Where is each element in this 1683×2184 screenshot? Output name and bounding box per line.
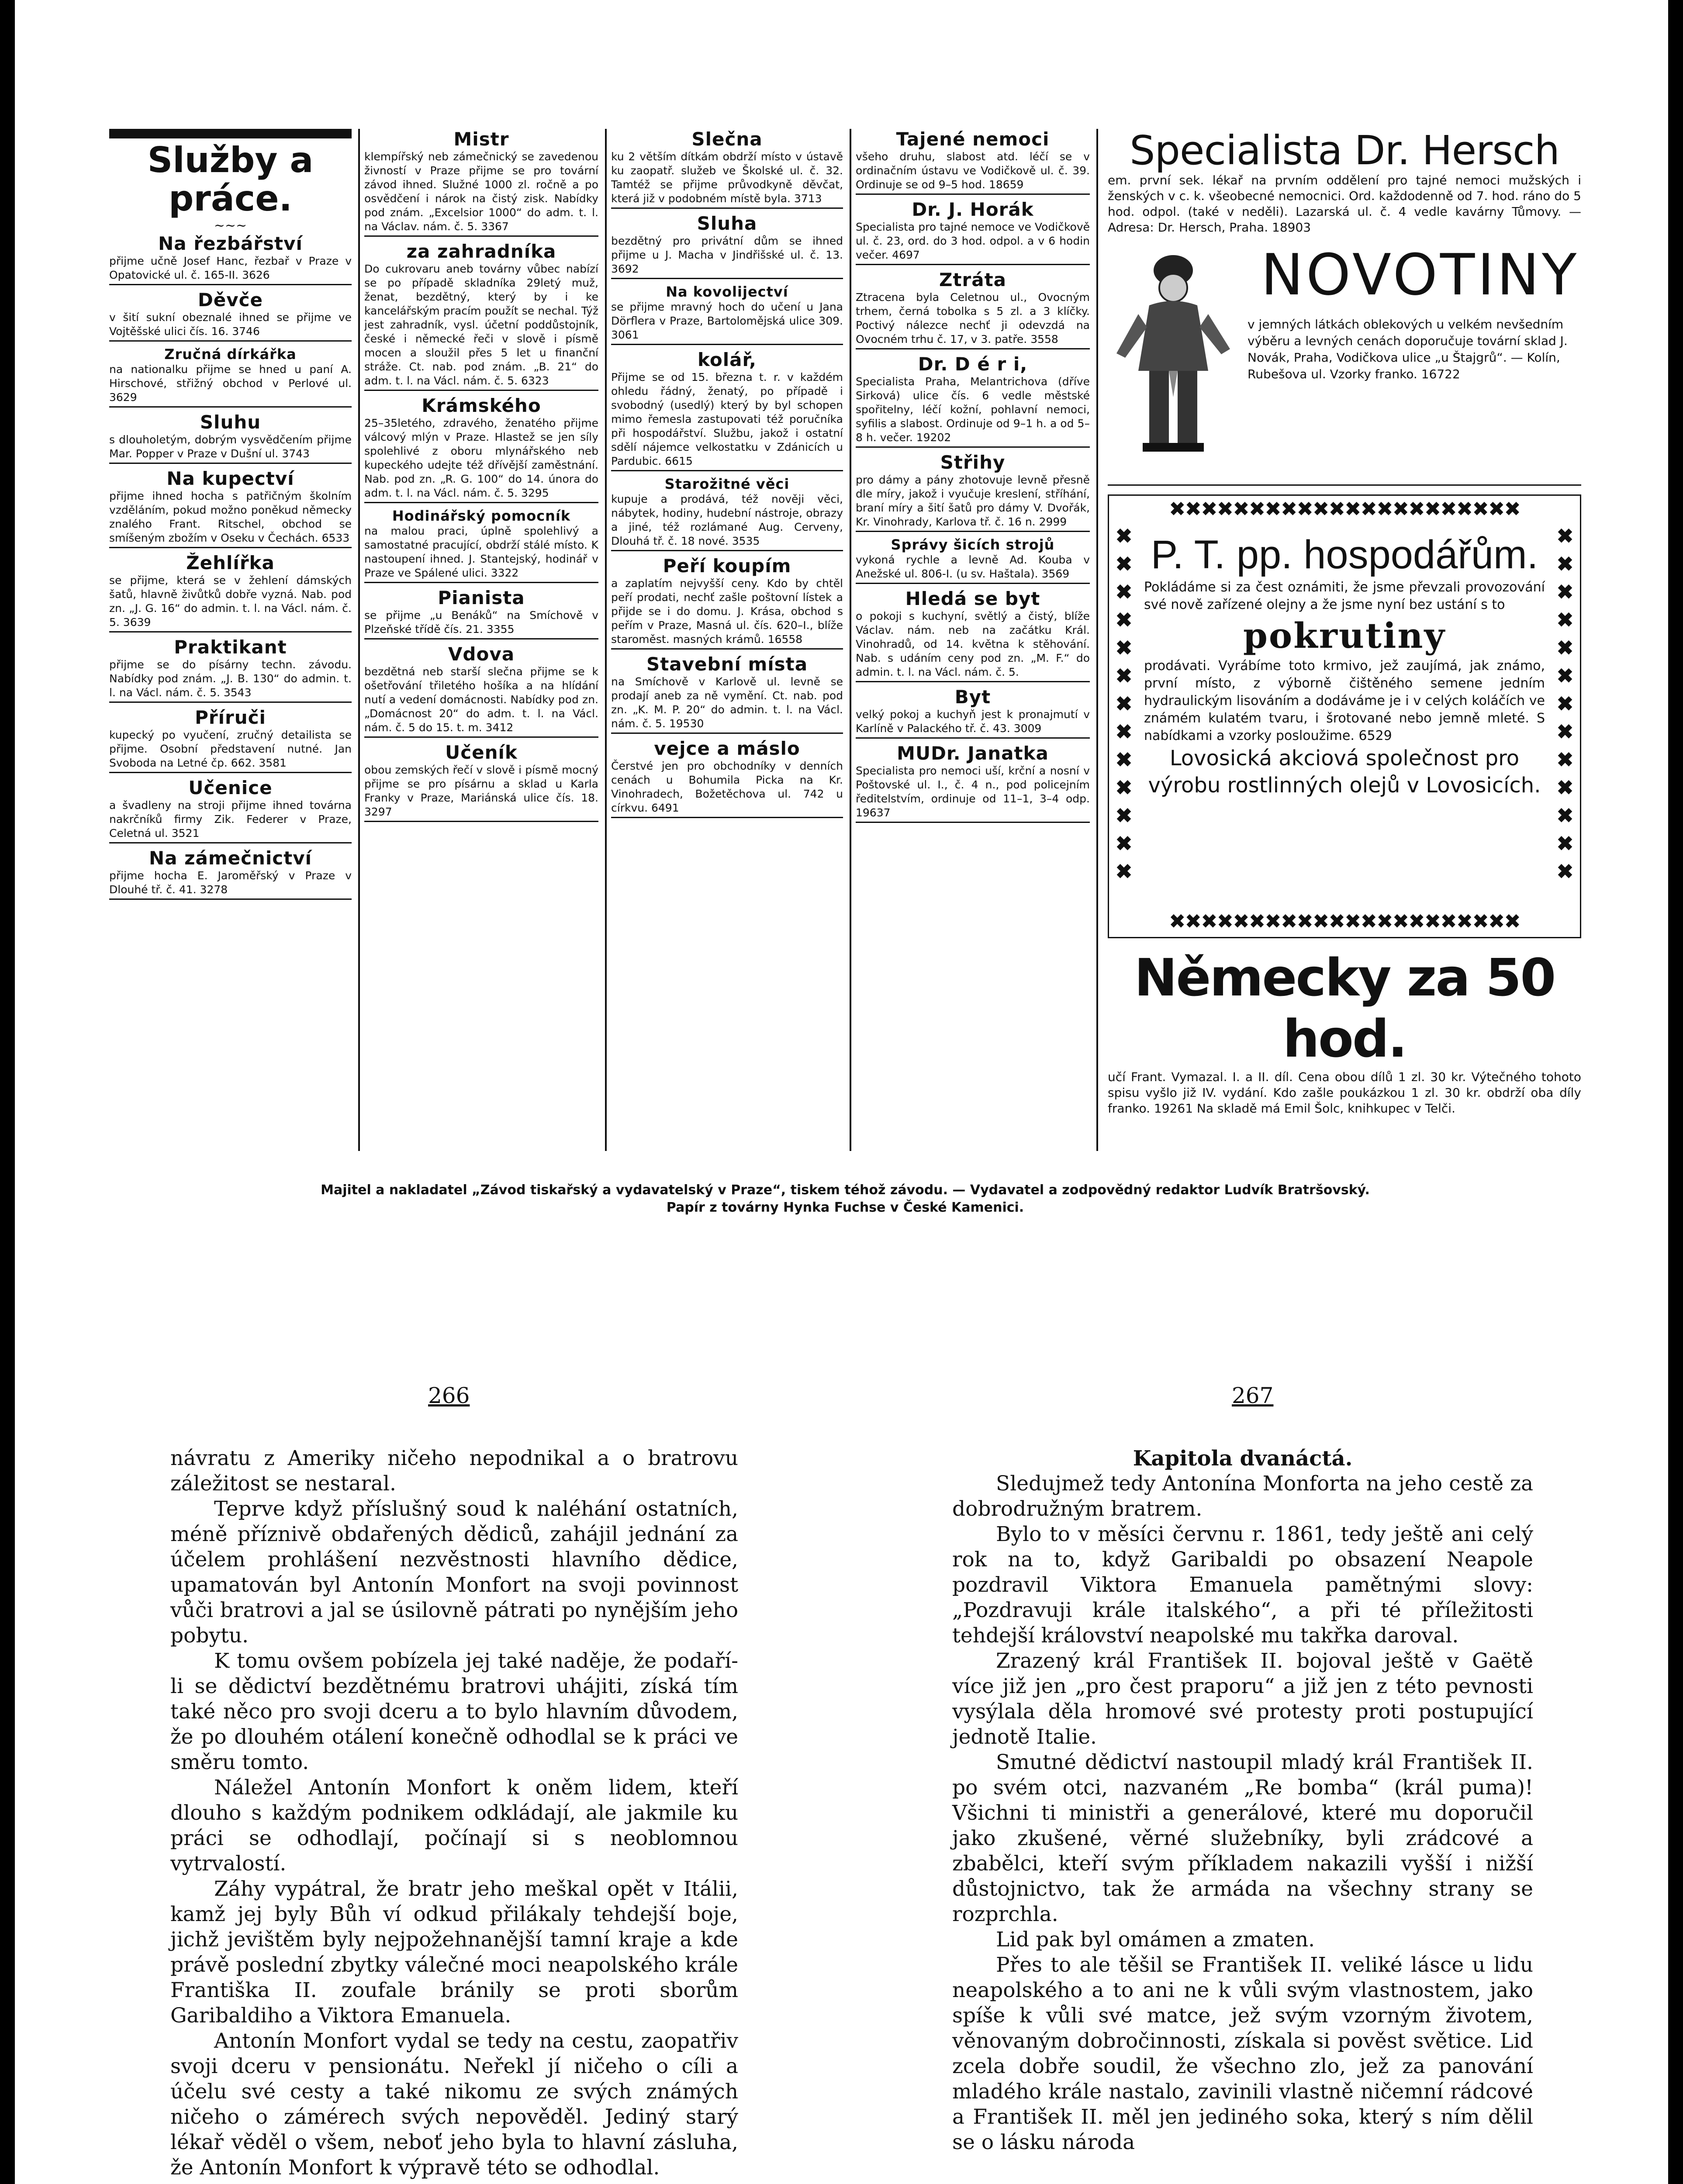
ad-heading: Pianista: [438, 587, 525, 608]
ad-heading: Peří koupím: [663, 556, 791, 577]
ad-heading: Na zámečnictví: [149, 848, 312, 869]
ad-text: o pokoji s kuchyní, světlý a čistý, blíže Václav. nám. neb na začátku Král. Vinohradů, od 14. května k stěhování. Nab. s udáním ceny pod zn. „M. F.“ do admin. t. l. na Václ. nám. č. 5.: [856, 610, 1090, 678]
ad-text: a švadleny na stroji přijme ihned továrna nakrčníků firmy Zik. Federer v Praze, Celetná ul. 3521: [109, 799, 352, 840]
ad-item: [109, 233, 352, 285]
ad-text: se přijme „u Benáků“ na Smíchově v Plzeňské třídě čís. 21. 3355: [364, 609, 598, 636]
ad-item: [364, 587, 598, 639]
ad-item: [611, 283, 843, 345]
ad-text: v šití sukní obeznalé ihned se přijme ve Vojtěšské ulici čís. 16. 3746: [109, 311, 352, 338]
ad-text: klempířský neb zámečnický se zavedenou živností v Praze přijme se pro tovární závod ihned. Služné 1000 zl. ročně a po osvědčení i nárok na čistý zisk. Nabídky pod znám. „Excelsior 1000“ do adm. t. l. na Václav. nám. č. 5. 3367: [364, 150, 598, 233]
ad-text: všeho druhu, slabost atd. léčí se v ordinačním ústavu ve Vodičkově ul. č. 39. Ordinuje se od 9–5 hod. 18659: [856, 150, 1090, 191]
ad-heading: Krámského: [422, 395, 541, 416]
ad-heading: Hodinářský pomocník: [392, 508, 571, 524]
ad-item: [364, 129, 598, 237]
ornament: ~~~: [214, 218, 247, 233]
ad-heading: Sluhu: [200, 412, 261, 433]
lovosice-ad-content: [1144, 531, 1545, 902]
specialist-title: Specialista Dr. Hersch: [1130, 129, 1559, 174]
lovosice-heading: P. T. pp. hospodářům.: [1151, 532, 1538, 577]
ad-text: přijme ihned hocha s patřičným školním vzděláním, pokud možno poněkud německy znalého Frant. Ritschel, obchod se smíšeným zbožím v Oseku v Čechách. 6533: [109, 490, 352, 544]
ad-heading: Tajené nemoci: [896, 129, 1050, 150]
ad-heading: vejce a máslo: [654, 738, 800, 759]
ad-text: kupuje a prodává, též nověji věci, nábytek, hodiny, hudební nástroje, obrazy a jiné, též rozlámané Aug. Cerveny, Dlouhá tř. č. 18 nové. 3535: [611, 493, 843, 547]
ad-text: Ztracena byla Celetnou ul., Ovocným trhem, černá tobolka s 5 zl. a 3 klíčky. Poctivý nálezce nechť ji odevzdá na Ovocném trhu č. 17, v 3. patře. 3558: [856, 291, 1090, 346]
ad-text: na nationalku přijme se hned u paní A. Hirschové, střižný obchod v Perlové ul. 3629: [109, 363, 352, 404]
ad-item: [109, 290, 352, 342]
ad-text: na malou praci, úplně spolehlivý a samostatné pracující, obdrží stálé místo. K nastoupení ihned. J. Stantejský, hodinář v Praze ve Spálené ulici. 3322: [364, 525, 598, 579]
paragraph: Smutné dědictví nastoupil mladý král František II. po svém otci, nazvaném „Re bomba“ (král puma)! Všichni ti ministři a generálové, které mu doporučil jako zkušené, věrné služebníky, byli zrádcové a zbabělci, kteří svým příkladem nakazili vyšší i nižší důstojnictvo, tak že armáda na všechny strany se rozprchla.: [952, 1750, 1533, 1926]
ad-item: [364, 508, 598, 583]
ad-heading: Byt: [954, 687, 991, 708]
ad-text: vykoná rychle a levně Ad. Kouba v Anežské ul. 806-I. (u sv. Haštala). 3569: [856, 553, 1090, 580]
ad-item: [856, 743, 1090, 823]
novotiny-title: NOVOTINY: [1261, 242, 1579, 308]
ad-text: na Smíchově v Karlově ul. levně se prodají aneb za ně vymění. Ct. nab. pod zn. „K. M. P. 20“ do admin. t. l. na Václ. nám. č. 5. 19530: [611, 675, 843, 730]
ornament-border-bottom: ✖✖✖✖✖✖✖✖✖✖✖✖✖✖✖✖✖✖✖✖✖✖: [1169, 909, 1520, 933]
ad-heading: Učenice: [188, 778, 273, 798]
ad-heading: Praktikant: [174, 637, 287, 658]
ad-item: [109, 707, 352, 773]
ad-item: [856, 199, 1090, 265]
ad-text: bezdětný pro privátní dům se ihned přijme u J. Macha v Jindřišské ul. č. 13. 3692: [611, 235, 843, 275]
pokrutiny-text: prodávati. Vyrábíme toto krmivo, jež zaujímá, jak známo, první místo, z výborně čištěného semene jedním hydraulickým lisováním a dodáváme je i v celých koláčích ve známém kulatém tvaru, i šrotované nebo jemně mleté. S nabídkami a vzorky posloužime. 6529: [1144, 658, 1545, 743]
paragraph: Sledujmež tedy Antonína Monforta na jeho cestě za dobrodružným bratrem.: [952, 1472, 1533, 1521]
ad-heading: kolář,: [698, 349, 757, 370]
ad-heading: Děvče: [197, 290, 263, 311]
ad-item: [109, 637, 352, 703]
ad-text: kupecký po vyučení, zručný detailista se přijme. Osobní představení nutné. Jan Svoboda na Letné čp. 662. 3581: [109, 729, 352, 769]
ad-text: 25–35letého, zdravého, ženatého přijme válcový mlýn v Praze. Hlastež se jen síly spolehlivé z oboru mlynářského neb kupeckého udejte též dřívější zaměstnání. Nab. pod zn. „R. G. 100“ do 14. února do adm. t. l. na Václ. nám. č. 5. 3295: [364, 417, 598, 499]
paragraph: Náležel Antonín Monfort k oněm lidem, kteří dlouho s každým podnikem odkládají, ale jakmile ku práci se odhodlají, počínají si s neoblomnou vytrvalostí.: [170, 1776, 738, 1876]
ad-item: [109, 553, 352, 632]
novotiny-text: v jemných látkách oblekových u velkém nevšedním výběru a levných cenách doporučuje tovární sklad J. Novák, Praha, Vodičkova ulice „u Štajgrů“. — Kolín, Rubešova ul. Vzorky franko. 16722: [1248, 317, 1568, 381]
paragraph: Lid pak byl omámen a zmaten.: [996, 1928, 1315, 1952]
chapter-title: Kapitola dvanáctá.: [1133, 1446, 1353, 1471]
paragraph: Teprve když příslušný soud k naléhání ostatních, méně příznivě obdařených dědiců, zahájil jednání za účelem prohlášení nezvěstnosti hlavního dědice, upamatován byl Antonín Monfort na svoji povinnost vůči bratrovi a jal se úsilovně pátrati po nynějším jeho pobytu.: [170, 1497, 738, 1648]
ad-text: Do cukrovaru aneb továrny vůbec nabízí se po případě skladníka 29letý muž, ženat, bezdětný, který by i ke kancelářským pracím použít se nechal. Týž jest zahradník, vysl. účetní poddůstojník, české i německé řeči v slově i písmě mocen a sloužil přes 5 let u finanční stráže. Ct. nab. pod znám. „B. 21“ do adm. t. l. na Václ. nám. č. 5. 6323: [364, 263, 598, 387]
man-figure-illustration: [1108, 240, 1239, 458]
ad-item: [109, 778, 352, 843]
ad-text: bezdětná neb starší slečna přijme se k ošetřování třiletého hošíka a na hlídání nutí a vedení domácnosti. Nabídky pod zn. „Domácnost 20“ do adm. t. l. na Václ. nám. č. 5 do 15. t. m. 3412: [364, 665, 598, 734]
ad-item: [856, 129, 1090, 195]
ad-item: [611, 349, 843, 471]
ad-item: [611, 476, 843, 551]
ad-text: Specialista Praha, Melantrichova (dříve Sirková) ulice čís. 6 vedle městské spořitelny, léčí kožní, pohlavní nemoci, syfilis a slabost. Ordinuje od 9–1 h. a od 5–8 h. večer. 19202: [856, 375, 1090, 444]
ad-item: [364, 644, 598, 738]
ad-heading: za zahradníka: [406, 241, 556, 262]
ad-item: [611, 129, 843, 209]
ad-item: [856, 270, 1090, 349]
ad-text: přijme se do písárny techn. závodu. Nabídky pod znám. „J. B. 130“ do admin. t. l. na Václ. nám. č. 5. 3543: [109, 658, 352, 699]
section-title: Služby a práce.: [109, 129, 352, 218]
ad-text: Přijme se od 15. března t. r. v každém ohledu řádný, ženatý, po případě i svobodný (usedlý) který by byl schopen mimo řemesla zastupovati též poručníka při hospodářství. Službu, jakož i ostatní sdělí nájemce velkostatku v Zdánicích u Pardubic. 6615: [611, 371, 843, 467]
ad-heading: Střihy: [940, 452, 1006, 473]
ad-text: a zaplatím nejvyšší ceny. Kdo by chtěl peří prodati, nechť zašle poštovní lístek a přijde se i do domu. J. Krása, obchod s peřím v Praze, Masná ul. čís. 620–I., blíže staroměst. masných krámů. 16558: [611, 577, 843, 646]
paragraph: Antonín Monfort vydal se tedy na cestu, zaopatřiv svoji dceru v pensionátu. Neřekl jí ničeho o cíli a účelu své cesty a také nikomu ze svých známých ničeho o zámérech svých nepověděl. Jediný starý lékař věděl o všem, neboť jeho byla to hlavní zásluha, že Antonín Monfort k výpravě této se odhodlal.: [170, 2029, 738, 2180]
ad-heading: Starožitné věci: [664, 476, 790, 492]
ad-heading: Na řezbářství: [158, 233, 303, 254]
ad-heading: Zručná dírkářka: [164, 346, 297, 363]
ad-heading: MUDr. Janatka: [897, 743, 1049, 764]
paragraph: K tomu ovšem pobízela jej také naděje, že podaří-li se dědictví bezdětnému bratrovi uhájiti, získá tím také něco pro svoji dceru a to bylo hlavním důvodem, že po dlouhém otálení konečně odhodlal se k práci ve směru tomto.: [170, 1649, 738, 1774]
ad-heading: Sluha: [697, 213, 757, 234]
ad-heading: Na kupectví: [166, 468, 294, 489]
ads-column-2: [358, 129, 603, 1151]
ad-heading: Dr. J. Horák: [912, 199, 1034, 220]
ad-heading: Ztráta: [939, 270, 1006, 290]
page-number-right: 267: [1232, 1383, 1274, 1408]
ad-text: velký pokoj a kuchyň jest k pronajmutí v Karlíně v Palackého tř. č. 43. 3009: [856, 708, 1090, 735]
paragraph: Zrazený král František II. bojoval ještě v Gaëtě více již jen „pro čest praporu“ a již jen z této pevnosti vysýlala děla hromové své protesty proti postupující jednotě Italie.: [952, 1649, 1533, 1749]
lovosice-ad-box: [1108, 494, 1581, 938]
ads-column-5: [1096, 129, 1586, 1151]
ad-heading: Dr. D é r i,: [918, 354, 1028, 375]
ad-heading: Hledá se byt: [905, 588, 1040, 609]
ad-item: [109, 412, 352, 464]
nemecky-title: Německy za 50 hod.: [1134, 947, 1555, 1069]
ad-item: [109, 468, 352, 548]
ad-item: [109, 848, 352, 900]
ad-item: [611, 556, 843, 650]
imprint: [114, 1182, 1577, 1216]
right-page-text: [952, 1446, 1533, 2155]
ad-heading: Na kovolijectví: [666, 283, 788, 300]
novotiny-ad: [1108, 240, 1581, 486]
ad-heading: Učeník: [445, 742, 518, 763]
ad-heading: Mistr: [453, 129, 509, 150]
ad-heading: Příruči: [195, 707, 266, 728]
ad-heading: Správy šicích strojů: [891, 536, 1055, 553]
ad-item: [856, 354, 1090, 448]
ad-text: přijme hocha E. Jaroměřský v Praze v Dlouhé tř. č. 41. 3278: [109, 869, 352, 896]
ad-item: [856, 687, 1090, 739]
ad-text: obou zemských řečí v slově i písmě mocný přijme se pro písárnu a sklad u Karla Franky v Praze, Mariánská ulice čís. 18. 3297: [364, 764, 598, 818]
ad-item: [364, 241, 598, 391]
nemecky-text: učí Frant. Vymazal. I. a II. díl. Cena obou dílů 1 zl. 30 kr. Výtečného tohoto spisu vyšlo již IV. vydání. Kdo zašle poukázkou 1 zl. 30 kr. obdrží oba díly franko. 19261 Na skladě má Emil Šolc, knihkupec v Telči.: [1108, 1070, 1581, 1116]
ad-item: [109, 346, 352, 408]
ornament-border-top: ✖✖✖✖✖✖✖✖✖✖✖✖✖✖✖✖✖✖✖✖✖✖: [1169, 497, 1520, 521]
ad-item: [364, 395, 598, 503]
ad-text: přijme učně Josef Hanc, řezbař v Praze v Opatovické ul. č. 165-II. 3626: [109, 255, 352, 281]
ad-heading: Stavební místa: [646, 654, 808, 675]
paragraph: Záhy vypátral, že bratr jeho meškal opět v Itálii, kamž jej byly Bůh ví odkud přilákaly tehdejší boje, jichž jevištěm byly nejpožehnanější tamní kraje a kde právě poslední zbytky válečné moci neapolského krále Františka II. zoufale bránily se proti sborům Garibaldiho a Viktora Emanuela.: [170, 1877, 738, 2028]
ad-item: [856, 536, 1090, 584]
pokrutiny-title: pokrutiny: [1243, 615, 1446, 656]
ads-column-1: [105, 129, 356, 1151]
ad-text: se přijme, která se v žehlení dámských šatů, hlavně živůtků dobře vyzná. Nab. pod zn. „J. G. 16“ do admin. t. l. na Václ. nám. č. 5. 3639: [109, 574, 352, 629]
imprint-line-1: Majitel a nakladatel „Závod tiskařský a vydavatelský v Praze“, tiskem téhož závodu. — Vydavatel a zodpovědný redaktor Ludvík Bratršovský.: [321, 1182, 1370, 1198]
ads-column-4: [850, 129, 1094, 1151]
paragraph: Přes to ale těšil se František II. veliké lásce u lidu neapolského a to ani ne k vůli svým vlastnostem, jako spíše k vůli své matce, jež svým vzorným životem, věnovaným dobročinnosti, získala si pověst světice. Lid zcela dobře soudil, že všechno zlo, jež za panování mladého krále nastalo, zavinili vlastně ničemní rádcové a František II. měl jen jediného soka, který s ním dělil se o lásku národa: [952, 1953, 1533, 2154]
lovosice-intro: Pokládáme si za čest oznámiti, že jsme převzali provozování své nově zařízené olejny a že jsme nyní bez ustání s to: [1144, 580, 1545, 612]
ad-text: Specialista pro nemoci uší, krční a nosní v Poštovské ul. I., č. 4 n., pod policejním ředitelstvím, ordinuje od 11–1, 3–4 odp. 19637: [856, 764, 1090, 819]
ads-column-3: [605, 129, 847, 1151]
ad-text: se přijme mravný hoch do učení u Jana Dörflera v Praze, Bartolomějská ulice 309. 3061: [611, 301, 843, 341]
ad-text: s dlouholetým, dobrým vysvědčením přijme Mar. Popper v Praze v Dušní ul. 3743: [109, 433, 352, 460]
imprint-line-2: Papír z továrny Hynka Fuchse v České Kamenici.: [666, 1200, 1024, 1215]
page-number-left: 266: [428, 1383, 470, 1408]
ad-heading: Slečna: [691, 129, 763, 150]
ornament-border-left: ✖ ✖ ✖ ✖ ✖ ✖ ✖ ✖ ✖ ✖ ✖ ✖ ✖: [1115, 524, 1133, 883]
paragraph: Bylo to v měsíci červnu r. 1861, tedy ještě ani celý rok na to, když Garibaldi po obsazení Neapole pozdravil Viktora Emanuela pamětnými slovy: „Pozdravuji krále italského“, a při té příležitosti tehdejší království neapolské mu takřka daroval.: [952, 1522, 1533, 1648]
advertisement-section: [105, 129, 1586, 1151]
ad-item: [611, 738, 843, 818]
ad-item: [856, 588, 1090, 682]
ad-text: Specialista pro tajné nemoce ve Vodičkově ul. č. 23, ord. do 3 hod. odpol. a v 6 hodin večer. 4697: [856, 221, 1090, 261]
ad-item: [364, 742, 598, 822]
ad-item: [856, 452, 1090, 532]
ad-item: [611, 654, 843, 734]
ad-heading: Vdova: [448, 644, 515, 665]
specialist-text: em. první sek. lékař na prvním oddělení pro tajné nemoci mužských i ženských v c. k. všeobecné nemocnici. Ord. každodenně od 7. hod. ráno do 5 hod. odpol. (také v neděli). Lazarská ul. č. 4 vedle kavárny Tůmovy. — Adresa: Dr. Hersch, Praha. 18903: [1108, 173, 1581, 235]
ad-heading: Žehlířka: [186, 553, 275, 574]
lovosice-company: Lovosická akciová společnost pro výrobu rostlinných olejů v Lovosicích.: [1148, 746, 1541, 798]
ornament-border-right: ✖ ✖ ✖ ✖ ✖ ✖ ✖ ✖ ✖ ✖ ✖ ✖ ✖: [1556, 524, 1574, 883]
paragraph: návratu z Ameriky ničeho nepodnikal a o bratrovu záležitost se nestaral.: [170, 1446, 738, 1496]
ad-item: [611, 213, 843, 279]
left-page-text: [170, 1446, 738, 2181]
ad-text: pro dámy a pány zhotovuje levně přesně dle míry, jakož i vyučuje kreslení, stříhání, braní míry a šití šatů pro dámy V. Dvořák, Kr. Vinohrady, Karlova tř. č. 16 n. 2999: [856, 473, 1090, 528]
ad-text: ku 2 větším dítkám obdrží místo v ústavě ku zaopatř. služeb ve Školské ul. č. 32. Tamtéž se přijme průvodkyně děvčat, která již v podobném místě byla. 3713: [611, 150, 843, 205]
ad-text: Čerstvé jen pro obchodníky v denních cenách u Bohumila Picka na Kr. Vinohradech, Božetěchova ul. 742 u církvu. 6491: [611, 760, 843, 814]
